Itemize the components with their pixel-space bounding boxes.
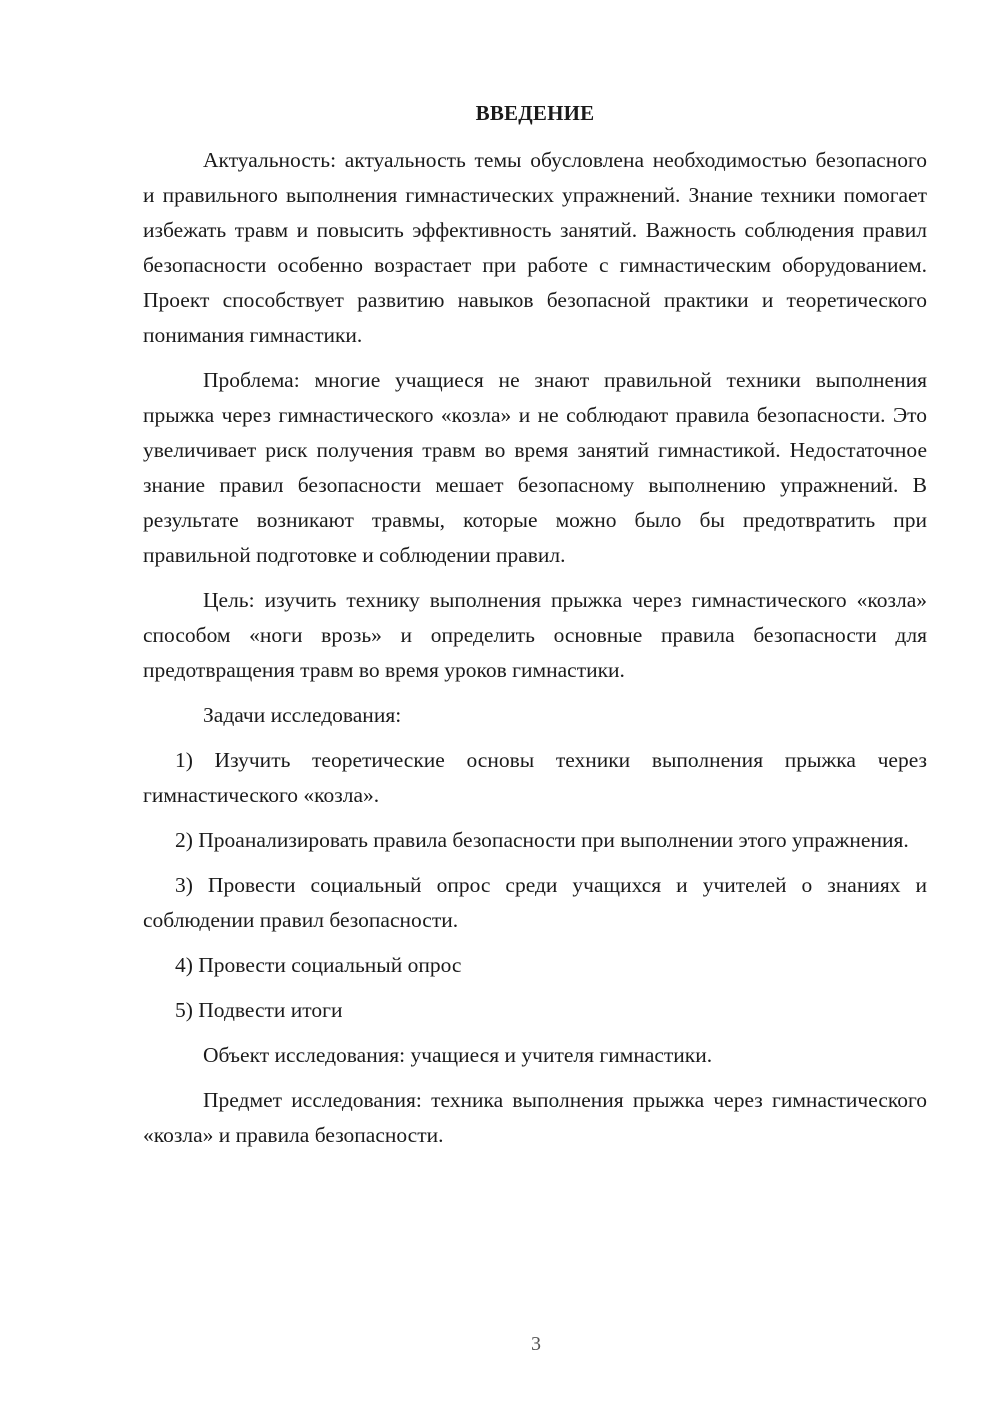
section-title: ВВЕДЕНИЕ — [475, 101, 595, 125]
page-content — [143, 96, 927, 1163]
task-item-5: 5) Подвести итоги — [175, 998, 343, 1022]
task-item-4: 4) Провести социальный опрос — [175, 953, 462, 977]
task-item-3: 3) Провести социальный опрос среди учащихся и учителей о знаниях и соблюдении правил безопасности. — [143, 873, 927, 932]
task-item-2: 2) Проанализировать правила безопасности при выполнении этого упражнения. — [175, 828, 909, 852]
relevance-paragraph: Актуальность: актуальность темы обусловлена необходимостью безопасного и правильного выполнения гимнастических упражнений. Знание техники помогает избежать травм и повысить эффективность занятий. Важность соблюдения правил безопасности особенно возрастает при работе с гимнастическим оборудованием. Проект способствует развитию навыков безопасной практики и теоретического понимания гимнастики. — [143, 148, 927, 347]
problem-paragraph: Проблема: многие учащиеся не знают правильной техники выполнения прыжка через гимнастического «козла» и не соблюдают правила безопасности. Это увеличивает риск получения травм во время занятий гимнастикой. Недостаточное знание правил безопасности мешает безопасному выполнению упражнений. В результате возникают травмы, которые можно было бы предотвратить при правильной подготовке и соблюдении правил. — [143, 368, 927, 567]
object-paragraph: Объект исследования: учащиеся и учителя гимнастики. — [203, 1043, 713, 1067]
task-item-1: 1) Изучить теоретические основы техники выполнения прыжка через гимнастического «козла». — [143, 748, 927, 807]
subject-paragraph: Предмет исследования: техника выполнения прыжка через гимнастического «козла» и правила безопасности. — [143, 1088, 927, 1147]
goal-paragraph: Цель: изучить технику выполнения прыжка через гимнастического «козла» способом «ноги врозь» и определить основные правила безопасности для предотвращения травм во время уроков гимнастики. — [143, 588, 927, 682]
page-number: 3 — [531, 1333, 541, 1355]
tasks-heading: Задачи исследования: — [203, 703, 402, 727]
